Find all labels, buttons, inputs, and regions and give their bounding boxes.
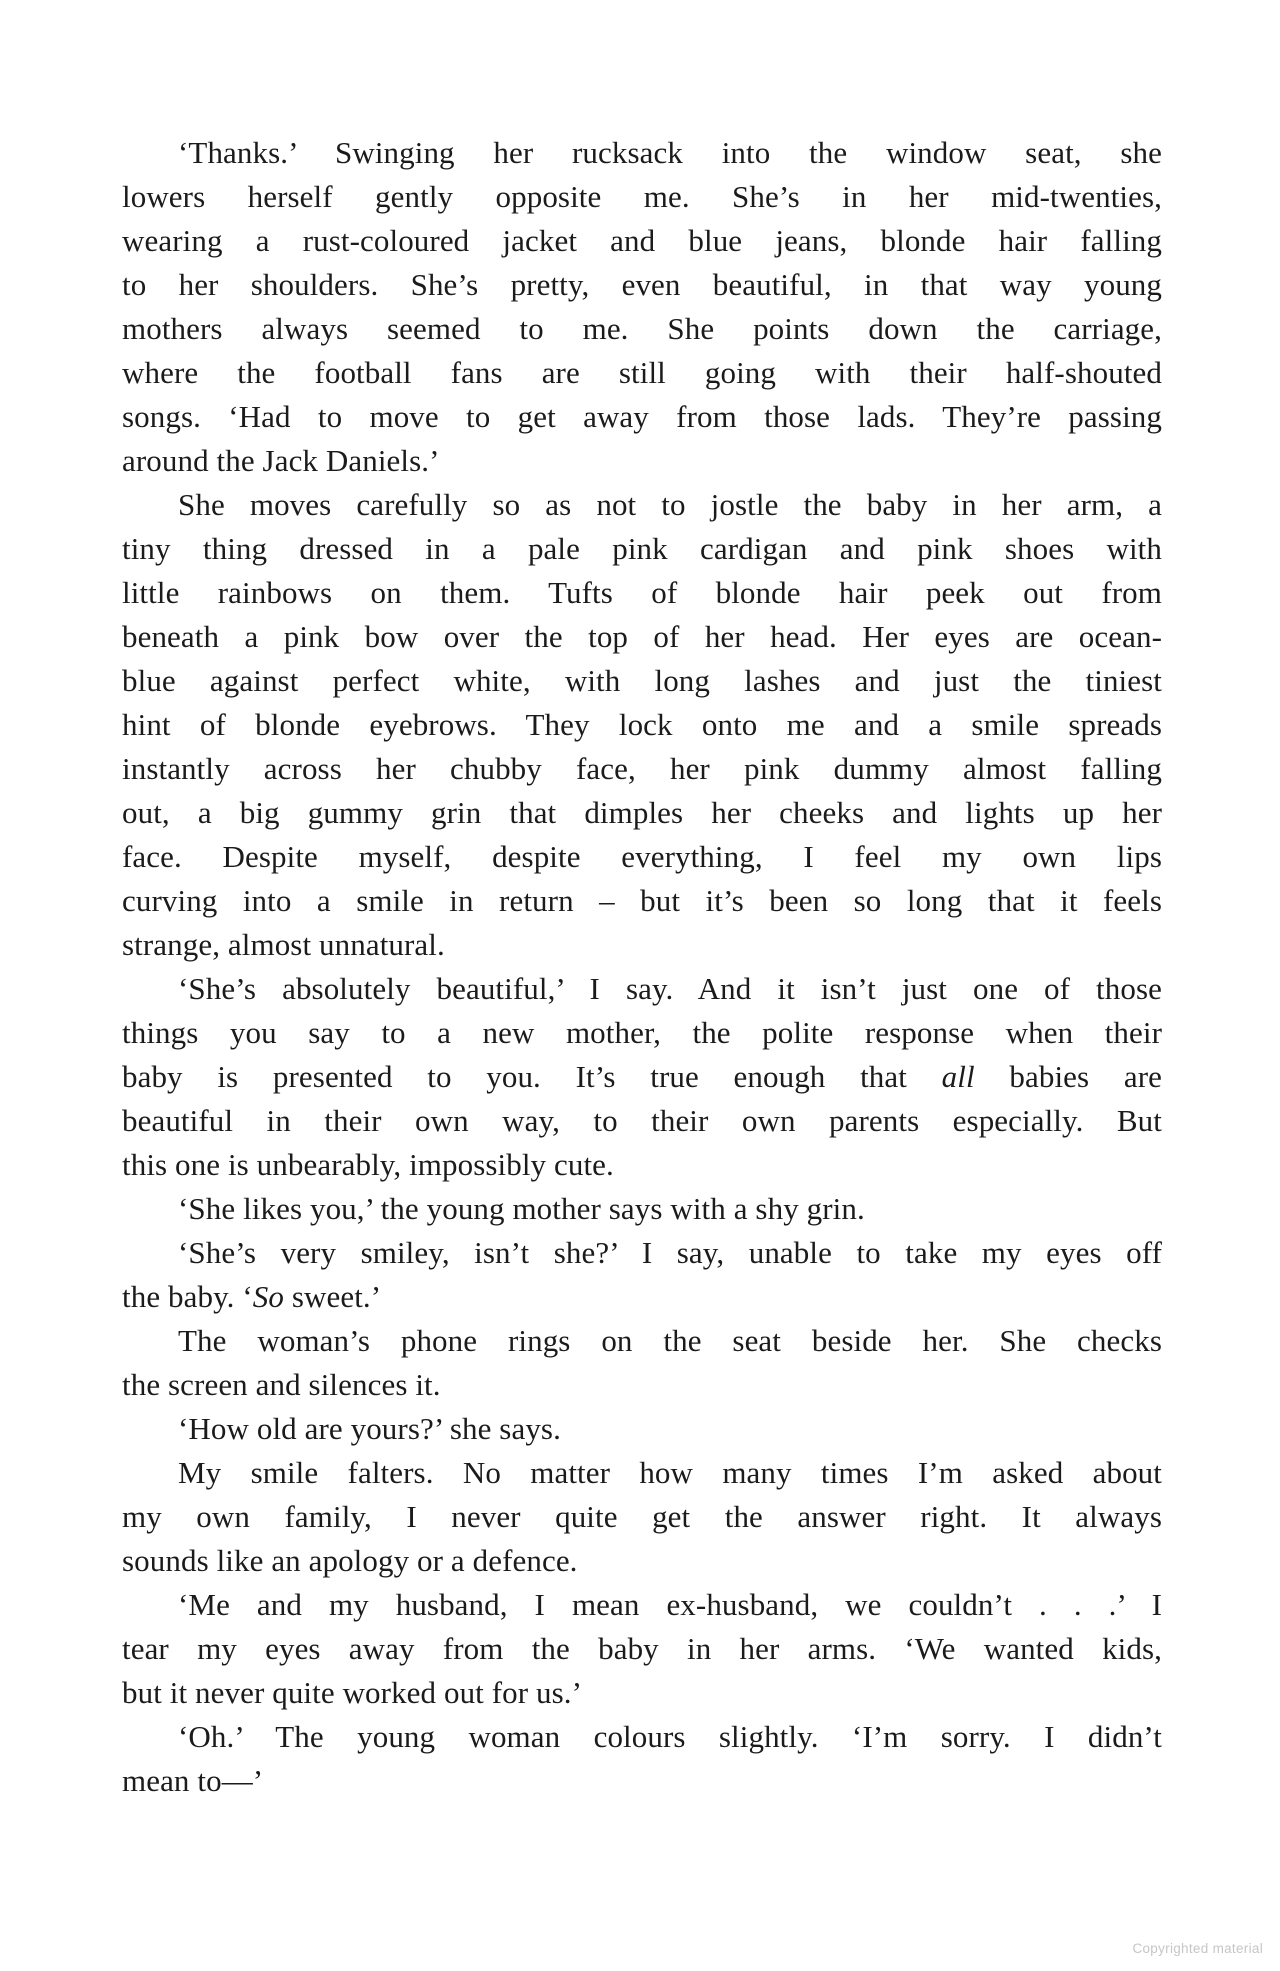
text-line: baby is presented to you. It’s true enough that all babies are bbox=[122, 1059, 1163, 1094]
paragraph bbox=[122, 1715, 1162, 1803]
text-line: my own family, I never quite get the answer right. It always bbox=[122, 1499, 1162, 1534]
paragraph bbox=[122, 1319, 1162, 1407]
text-line: curving into a smile in return – but it’s been so long that it feels bbox=[122, 883, 1162, 918]
text-line: around the Jack Daniels.’ bbox=[122, 443, 440, 478]
text-line: songs. ‘Had to move to get away from those lads. They’re passing bbox=[122, 399, 1162, 434]
text-line: little rainbows on them. Tufts of blonde hair peek out from bbox=[122, 575, 1162, 610]
italic-text: all bbox=[941, 1059, 975, 1094]
text-line: instantly across her chubby face, her pink dummy almost falling bbox=[122, 751, 1162, 786]
text-line: My smile falters. No matter how many times I’m asked about bbox=[178, 1455, 1162, 1490]
text-line: but it never quite worked out for us.’ bbox=[122, 1675, 583, 1710]
text-line: hint of blonde eyebrows. They lock onto me and a smile spreads bbox=[122, 707, 1162, 742]
paragraph bbox=[122, 483, 1162, 967]
text-line: ‘She’s absolutely beautiful,’ I say. And it isn’t just one of those bbox=[178, 971, 1162, 1006]
text-line: face. Despite myself, despite everything, I feel my own lips bbox=[122, 839, 1162, 874]
text-line: sounds like an apology or a defence. bbox=[122, 1543, 578, 1578]
text-line: mean to—’ bbox=[122, 1763, 264, 1798]
text-line: beneath a pink bow over the top of her head. Her eyes are ocean- bbox=[122, 619, 1162, 654]
paragraph bbox=[122, 967, 1162, 1187]
text-line: strange, almost unnatural. bbox=[122, 927, 445, 962]
text-line: beautiful in their own way, to their own parents especially. But bbox=[122, 1103, 1162, 1138]
copyright-notice: Copyrighted material bbox=[1132, 1941, 1263, 1956]
text-line: The woman’s phone rings on the seat beside her. She checks bbox=[178, 1323, 1162, 1358]
text-line: She moves carefully so as not to jostle the baby in her arm, a bbox=[178, 487, 1162, 522]
text-line: lowers herself gently opposite me. She’s in her mid-twenties, bbox=[122, 179, 1162, 214]
paragraph bbox=[122, 1451, 1162, 1583]
text-line: to her shoulders. She’s pretty, even beautiful, in that way young bbox=[122, 267, 1162, 302]
paragraph bbox=[122, 131, 1162, 483]
text-line: ‘Thanks.’ Swinging her rucksack into the window seat, she bbox=[178, 135, 1162, 170]
text-line: where the football fans are still going with their half-shouted bbox=[122, 355, 1162, 390]
italic-text: So bbox=[252, 1279, 284, 1314]
text-line: things you say to a new mother, the polite response when their bbox=[122, 1015, 1162, 1050]
paragraph bbox=[122, 1407, 1162, 1451]
text-line: out, a big gummy grin that dimples her cheeks and lights up her bbox=[122, 795, 1162, 830]
text-line: this one is unbearably, impossibly cute. bbox=[122, 1147, 614, 1182]
text-line: the screen and silences it. bbox=[122, 1367, 441, 1402]
text-line: blue against perfect white, with long lashes and just the tiniest bbox=[122, 663, 1162, 698]
text-line: wearing a rust-coloured jacket and blue jeans, blonde hair falling bbox=[122, 223, 1162, 258]
text-line: ‘She’s very smiley, isn’t she?’ I say, unable to take my eyes off bbox=[178, 1235, 1162, 1270]
text-line: the baby. ‘So sweet.’ bbox=[122, 1279, 382, 1314]
text-line: ‘How old are yours?’ she says. bbox=[178, 1411, 561, 1446]
text-line: tear my eyes away from the baby in her arms. ‘We wanted kids, bbox=[122, 1631, 1162, 1666]
text-line: ‘She likes you,’ the young mother says with a shy grin. bbox=[178, 1191, 865, 1226]
text-line: ‘Me and my husband, I mean ex-husband, we couldn’t . . .’ I bbox=[178, 1587, 1162, 1622]
text-line: tiny thing dressed in a pale pink cardigan and pink shoes with bbox=[122, 531, 1162, 566]
paragraph bbox=[122, 1231, 1162, 1319]
paragraph bbox=[122, 1583, 1162, 1715]
text-line: ‘Oh.’ The young woman colours slightly. ‘I’m sorry. I didn’t bbox=[178, 1719, 1162, 1754]
text-line: mothers always seemed to me. She points down the carriage, bbox=[122, 311, 1162, 346]
paragraph bbox=[122, 1187, 1162, 1231]
page-text-block bbox=[122, 131, 1162, 1803]
